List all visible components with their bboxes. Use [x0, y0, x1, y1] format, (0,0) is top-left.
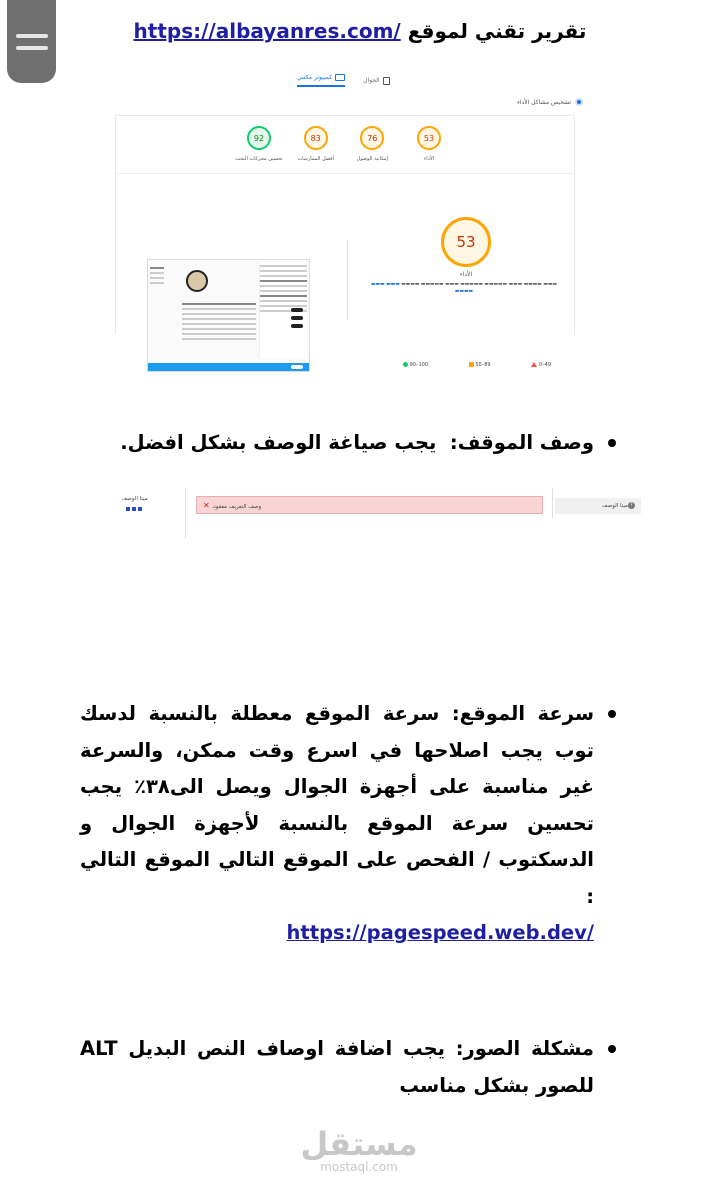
menu-icon-bar	[16, 34, 48, 38]
divider	[116, 173, 574, 174]
bullet-icon	[608, 1045, 616, 1053]
page-title	[120, 14, 600, 48]
pagespeed-link[interactable]: https://pagespeed.web.dev/	[286, 921, 594, 944]
score-legend	[401, 362, 551, 368]
legend-green: 90–100	[401, 362, 428, 368]
triangle-icon	[531, 362, 537, 367]
tab-mobile[interactable]: الجوال	[363, 74, 390, 87]
dots-icon	[126, 507, 144, 511]
gauge-seo: 92 تحسين محركات البحث	[234, 126, 284, 162]
site-link[interactable]: https://albayanres.com/	[133, 19, 401, 43]
gauge-accessibility: 76 إمكانية الوصول	[347, 126, 397, 162]
device-tabs	[297, 74, 390, 87]
divider	[347, 240, 348, 320]
square-icon	[469, 362, 474, 367]
help-icon: ?	[628, 502, 635, 509]
menu-button[interactable]	[7, 0, 56, 83]
legend-orange: 50–89	[467, 362, 491, 368]
gauge-best-practices: 83 أفضل الممارسات	[291, 126, 341, 162]
menu-icon-bar	[16, 46, 48, 50]
report-card	[115, 115, 575, 368]
circle-icon	[403, 362, 408, 367]
divider	[185, 488, 186, 538]
thumbnail-banner	[148, 363, 309, 371]
performance-note: ▬▬▬ ▬▬▬▬ ▬▬▬ ▬▬▬▬▬ ▬▬▬▬▬ ▬▬▬ ▬▬▬▬▬ ▬▬▬▬ ▬▬▬ ▬▬▬ ▬▬▬▬	[371, 282, 557, 294]
error-x-icon: ✕	[203, 501, 210, 510]
gauge-performance: 53 الأداء	[404, 126, 454, 162]
meta-right-label: ?ميتا الوصف	[555, 498, 641, 514]
score-gauges	[234, 126, 454, 162]
tab-desktop[interactable]: كمبيوتر مكتبي	[297, 74, 345, 87]
bullet-icon	[608, 439, 616, 447]
pagespeed-screenshot	[113, 66, 583, 368]
legend-red: 0–49	[529, 362, 551, 368]
mostaql-watermark: مستقل mostaql.com	[300, 1125, 418, 1174]
title-prefix: تقرير تقني لموقع	[407, 19, 587, 43]
bullet-icon	[608, 710, 616, 718]
avatar	[186, 270, 208, 292]
desktop-icon	[335, 74, 345, 81]
bullet-description: وصف الموقف: يجب صياغة الوصف بشكل افضل.	[120, 425, 594, 462]
divider	[552, 488, 553, 518]
performance-score: 53	[441, 217, 491, 267]
radio-icon	[575, 98, 583, 106]
page-thumbnail	[147, 259, 310, 372]
bullet-images: مشكلة الصور: يجب اضافة اوصاف النص البديل ALT للصور بشكل مناسب	[80, 1031, 594, 1104]
performance-label: الأداء	[459, 271, 473, 278]
meta-left-label: ميتا الوصف	[112, 496, 157, 511]
bullet-speed: سرعة الموقع: سرعة الموقع معطلة بالنسبة لدسك توب يجب اصلاحها في اسرع وقت ممكن، والسرعة غير مناسبة على أجهزة الجوال ويصل الى٣٨٪ يجب تحسين سرعة الموقع بالنسبة لأجهزة الجوال و الدسكتوب / الفحص على الموقع التالي الموقع التالي : https://pagespeed.web.dev/	[80, 696, 594, 952]
diagnose-option[interactable]: تشخيص مشاكل الأداء	[517, 98, 583, 106]
meta-error: وصف التعريف مفقود. ✕	[196, 496, 543, 514]
phone-icon	[383, 77, 390, 85]
meta-description-screenshot	[112, 488, 642, 538]
